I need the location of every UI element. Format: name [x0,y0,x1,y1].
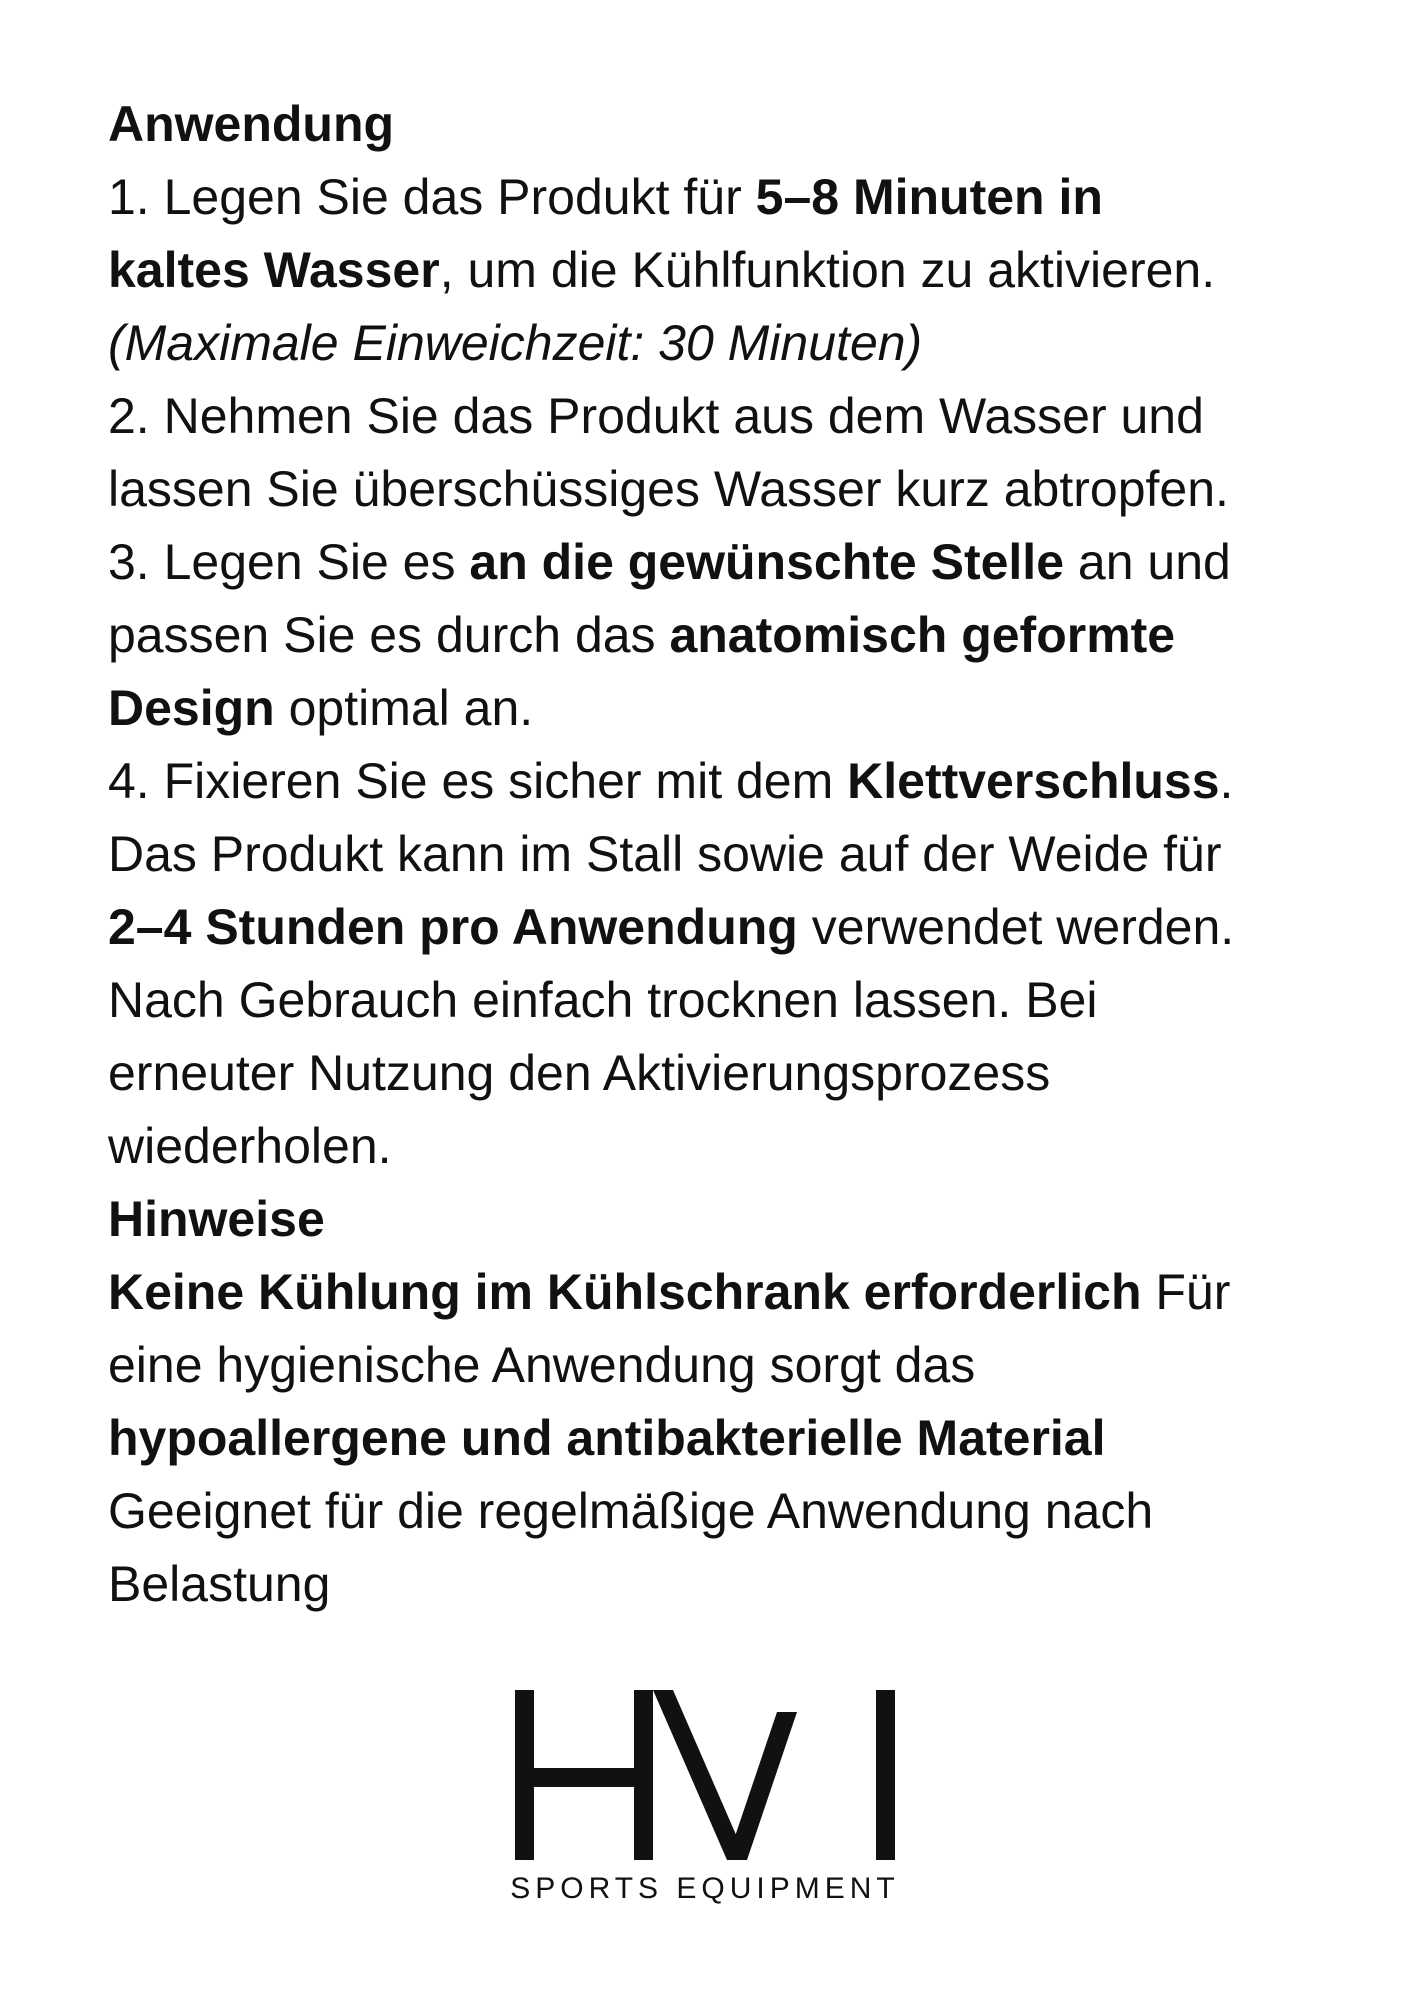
usage-step-line [108,161,1328,234]
text-segment: 2. Nehmen Sie das Produkt aus dem Wasser und [108,388,1204,444]
text-segment: Belastung [108,1556,331,1612]
usage-step-line [108,818,1328,891]
bold-text: kaltes Wasser [108,242,440,298]
text-segment: erneuter Nutzung den Aktivierungsprozess [108,1045,1051,1101]
text-segment: Das Produkt kann im Stall sowie auf der Weide für [108,826,1222,882]
bold-text: Keine Kühlung im Kühlschrank erforderlich [108,1264,1142,1320]
italic-text: (Maximale Einweichzeit: 30 Minuten) [108,315,923,371]
usage-step-line [108,234,1328,307]
usage-step-line [108,1110,1328,1183]
text-segment: Nach Gebrauch einfach trocknen lassen. Bei [108,972,1098,1028]
bold-text: 2–4 Stunden pro Anwendung [108,899,798,955]
text-segment: wiederholen. [108,1118,392,1174]
note-line [108,1329,1328,1402]
note-line [108,1548,1328,1621]
bold-text: an die gewünschte Stelle [469,534,1064,590]
note-line [108,1402,1328,1475]
usage-steps [108,161,1328,1183]
text-segment: optimal an. [274,680,534,736]
bold-text: hypoallergene und antibakterielle Material [108,1410,1106,1466]
usage-step-line [108,672,1328,745]
notes-list [108,1256,1328,1621]
usage-step-line [108,526,1328,599]
note-line [108,1256,1328,1329]
brand-subtitle: SPORTS EQUIPMENT [510,1872,900,1905]
bold-text: Design [108,680,275,736]
hm-monogram-logo [515,1690,895,1860]
text-segment: verwendet werden. [797,899,1235,955]
brand-logo [0,1690,1410,1930]
text-segment: 4. Fixieren Sie es sicher mit dem [108,753,848,809]
text-segment: . [1219,753,1234,809]
bold-text: anatomisch geformte [669,607,1176,663]
text-segment: Für [1141,1264,1231,1320]
bold-text: Klettverschluss [847,753,1220,809]
usage-step-line [108,745,1328,818]
text-segment: 3. Legen Sie es [108,534,470,590]
usage-step-line [108,380,1328,453]
usage-step-line [108,891,1328,964]
instructions-document [108,88,1328,1621]
text-segment: , um die Kühlfunktion zu aktivieren. [439,242,1216,298]
text-segment: passen Sie es durch das [108,607,670,663]
text-segment: Geeignet für die regelmäßige Anwendung nach [108,1483,1154,1539]
usage-heading: Anwendung [108,96,395,152]
usage-step-line [108,599,1328,672]
bold-text: 5–8 Minuten in [755,169,1103,225]
usage-step-line [108,964,1328,1037]
usage-step-line [108,453,1328,526]
text-segment: eine hygienische Anwendung sorgt das [108,1337,976,1393]
usage-step-line [108,1037,1328,1110]
usage-step-line [108,307,1328,380]
note-line [108,1475,1328,1548]
text-segment: an und [1064,534,1231,590]
text-segment: lassen Sie überschüssiges Wasser kurz abtropfen. [108,461,1229,517]
text-segment: 1. Legen Sie das Produkt für [108,169,756,225]
notes-heading: Hinweise [108,1191,325,1247]
